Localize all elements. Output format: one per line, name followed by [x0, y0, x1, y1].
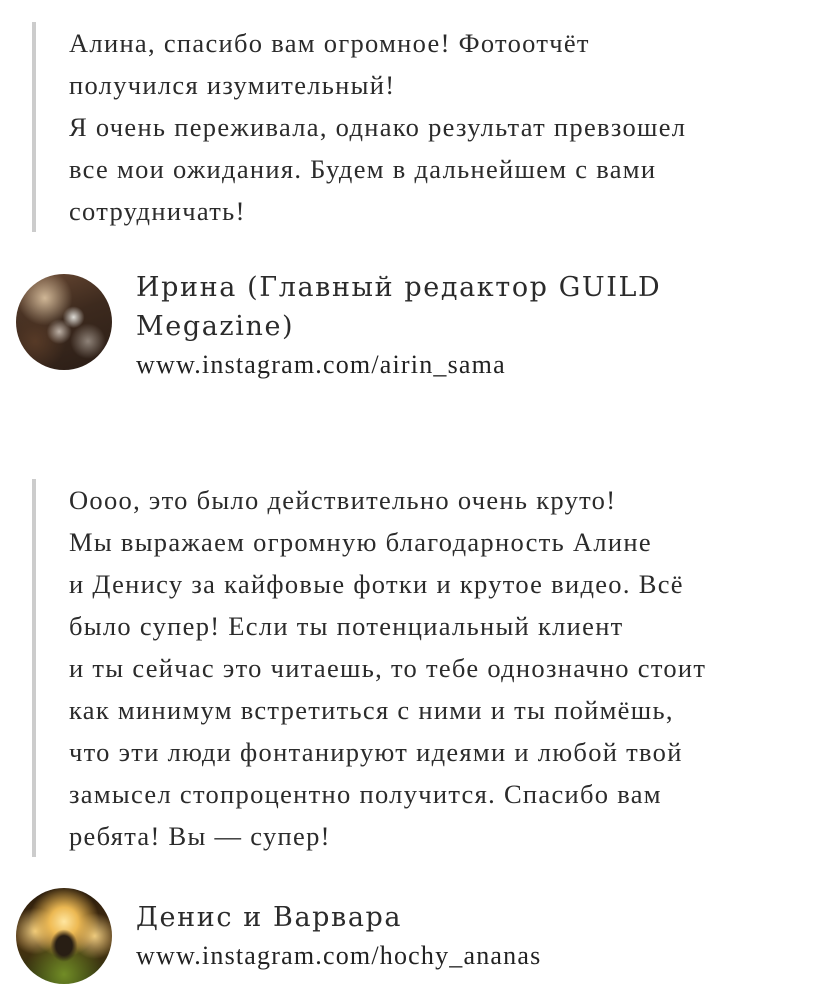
author-instagram-link[interactable]: www.instagram.com/hochy_ananas	[136, 941, 542, 970]
quote-line: и ты сейчас это читаешь, то тебе однозначно стоит	[69, 653, 707, 683]
quote-line: было супер! Если ты потенциальный клиент	[69, 611, 624, 641]
quote-line: Оооо, это было действительно очень круто!	[69, 485, 617, 515]
quote-line: все мои ожидания. Будем в дальнейшем с вами	[69, 154, 657, 184]
quote-line: Алина, спасибо вам огромное! Фотоотчёт	[69, 28, 590, 58]
review-quote-2	[32, 479, 802, 857]
quote-line: Я очень переживала, однако результат превзошел	[69, 112, 687, 142]
author-info	[136, 268, 796, 384]
author-avatar	[16, 274, 112, 370]
quote-line: и Денису за кайфовые фотки и крутое видео. Всё	[69, 569, 684, 599]
quote-line: сотрудничать!	[69, 196, 246, 226]
review-quote-1	[32, 22, 802, 232]
quote-line: что эти люди фонтанируют идеями и любой твой	[69, 737, 683, 767]
quote-line: получился изумительный!	[69, 70, 396, 100]
author-name: Денис и Варвара	[136, 902, 403, 933]
author-info	[136, 898, 796, 975]
quote-line: ребята! Вы — супер!	[69, 821, 331, 851]
quote-line: как минимум встретиться с ними и ты поймёшь,	[69, 695, 674, 725]
author-avatar	[16, 888, 112, 984]
quote-line: Мы выражаем огромную благодарность Алине	[69, 527, 652, 557]
author-name: Ирина (Главный редактор GUILD Megazine)	[136, 272, 662, 342]
author-instagram-link[interactable]: www.instagram.com/airin_sama	[136, 350, 506, 379]
quote-line: замысел стопроцентно получится. Спасибо вам	[69, 779, 662, 809]
